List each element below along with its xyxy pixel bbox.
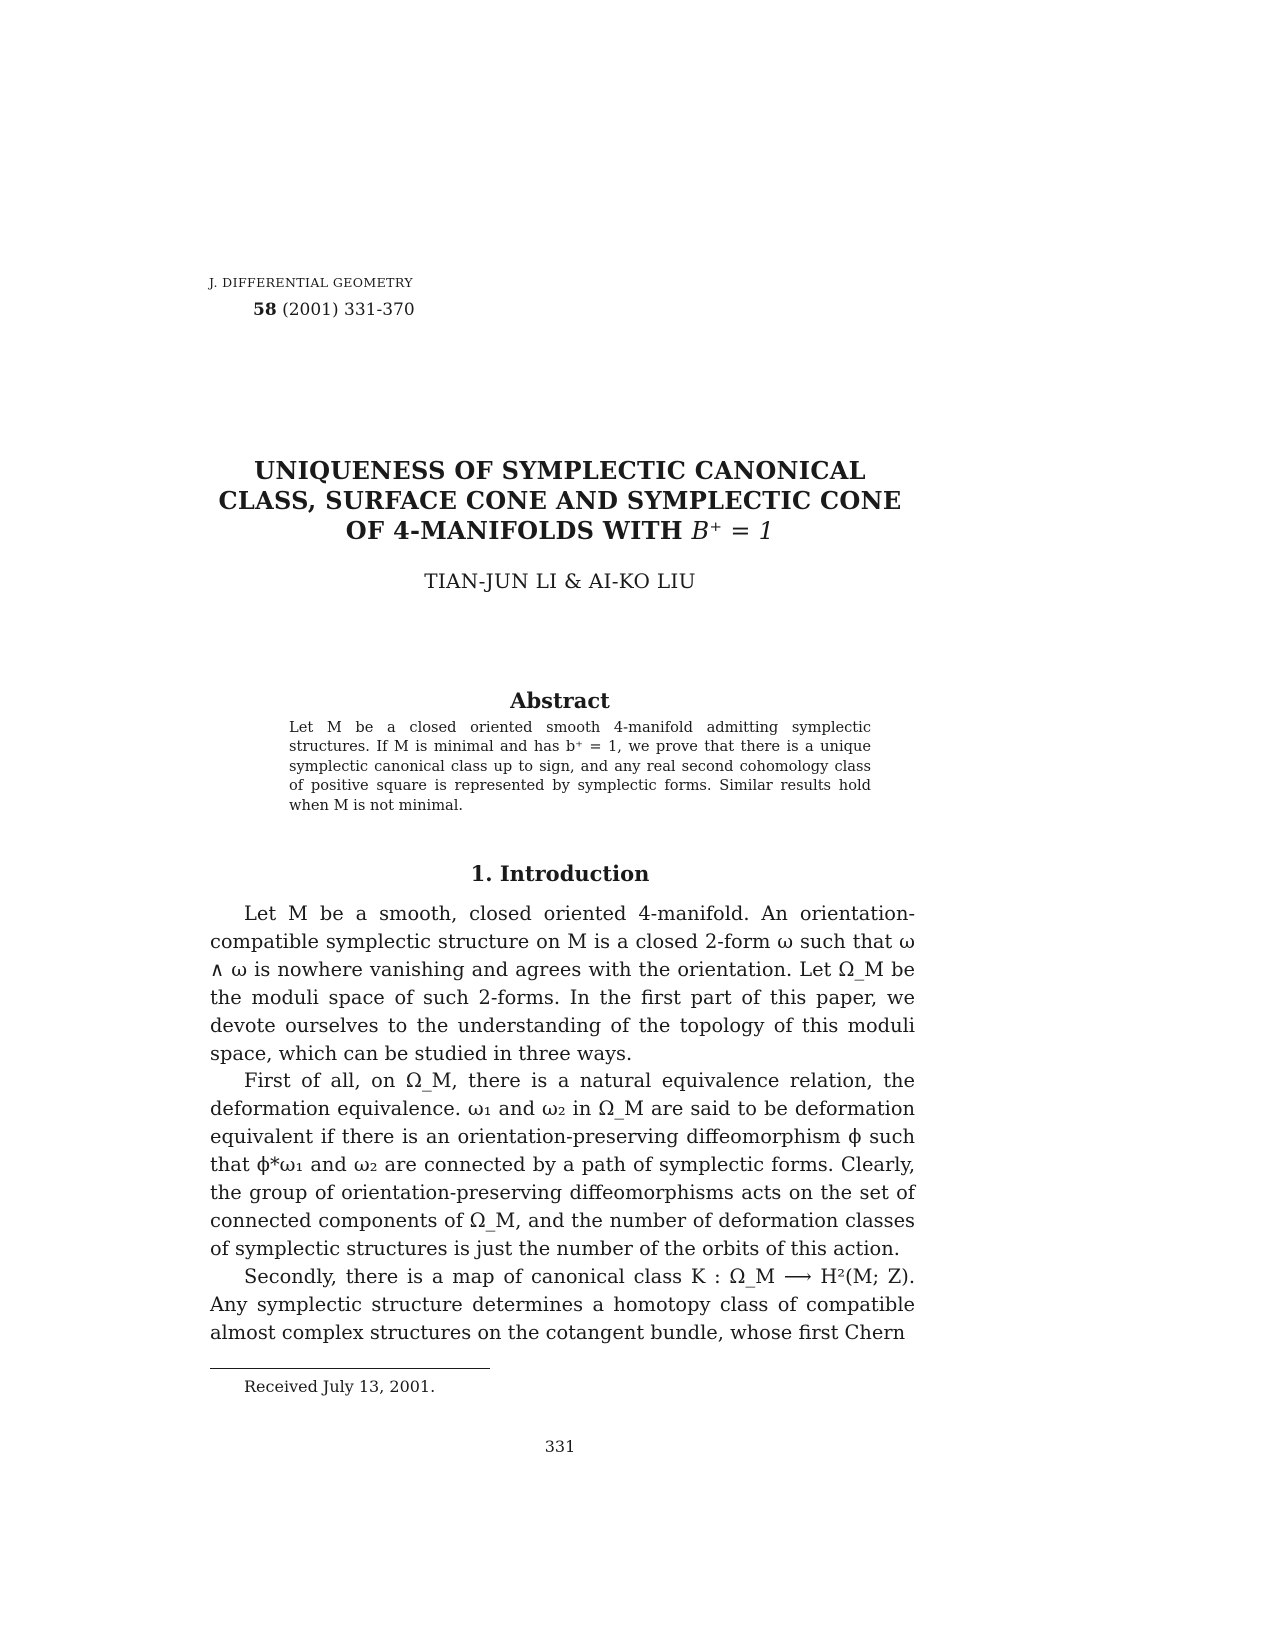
title-line-1: UNIQUENESS OF SYMPLECTIC CANONICAL xyxy=(254,456,866,485)
title-math: B⁺ = 1 xyxy=(691,517,775,545)
paper-title xyxy=(200,456,920,546)
title-line-2: CLASS, SURFACE CONE AND SYMPLECTIC CONE xyxy=(218,486,902,515)
page-number: 331 xyxy=(544,1437,576,1456)
abstract-text: Let M be a closed oriented smooth 4-manifold admitting symplectic structures. If M is minimal and has b⁺ = 1, we prove that there is a unique symplectic canonical class up to sign, and any real second cohomology class of positive square is represented by symplectic forms. Similar results hold when M is not minimal. xyxy=(289,719,871,814)
journal-name: J. DIFFERENTIAL GEOMETRY xyxy=(209,275,413,290)
section-heading: 1. Introduction xyxy=(470,861,650,886)
year-pages: (2001) 331-370 xyxy=(282,300,415,320)
footnote: Received July 13, 2001. xyxy=(244,1377,436,1396)
title-line-3-text: OF 4-MANIFOLDS WITH xyxy=(345,516,683,545)
paragraph: First of all, on Ω_M, there is a natural equivalence relation, the deformation equivalence. ω₁ and ω₂ in Ω_M are said to be deformation equivalent if there is an orientation-preserving diffeomorphism ϕ such that ϕ*ω₁ and ω₂ are connected by a path of symplectic forms. Clearly, the group of orientation-preserving diffeomorphisms acts on the set of connected components of Ω_M, and the number of deformation classes of symplectic structures is just the number of the orbits of this action. xyxy=(210,1069,915,1260)
volume-info xyxy=(253,300,415,320)
abstract-heading: Abstract xyxy=(510,688,610,713)
title-line-3 xyxy=(200,516,920,546)
authors: TIAN-JUN LI & AI-KO LIU xyxy=(424,569,696,593)
footnote-rule xyxy=(210,1368,490,1369)
volume-number: 58 xyxy=(253,300,277,320)
paragraph: Secondly, there is a map of canonical class K : Ω_M ⟶ H²(M; Z). Any symplectic structure determines a homotopy class of compatible almost complex structures on the cotangent bundle, whose first Chern xyxy=(210,1264,915,1344)
body-text xyxy=(210,900,915,1347)
paragraph: Let M be a smooth, closed oriented 4-manifold. An orientation-compatible symplectic structure on M is a closed 2-form ω such that ω ∧ ω is nowhere vanishing and agrees with the orientation. Let Ω_M be the moduli space of such 2-forms. In the first part of this paper, we devote ourselves to the understanding of the topology of this moduli space, which can be studied in three ways. xyxy=(210,902,915,1065)
